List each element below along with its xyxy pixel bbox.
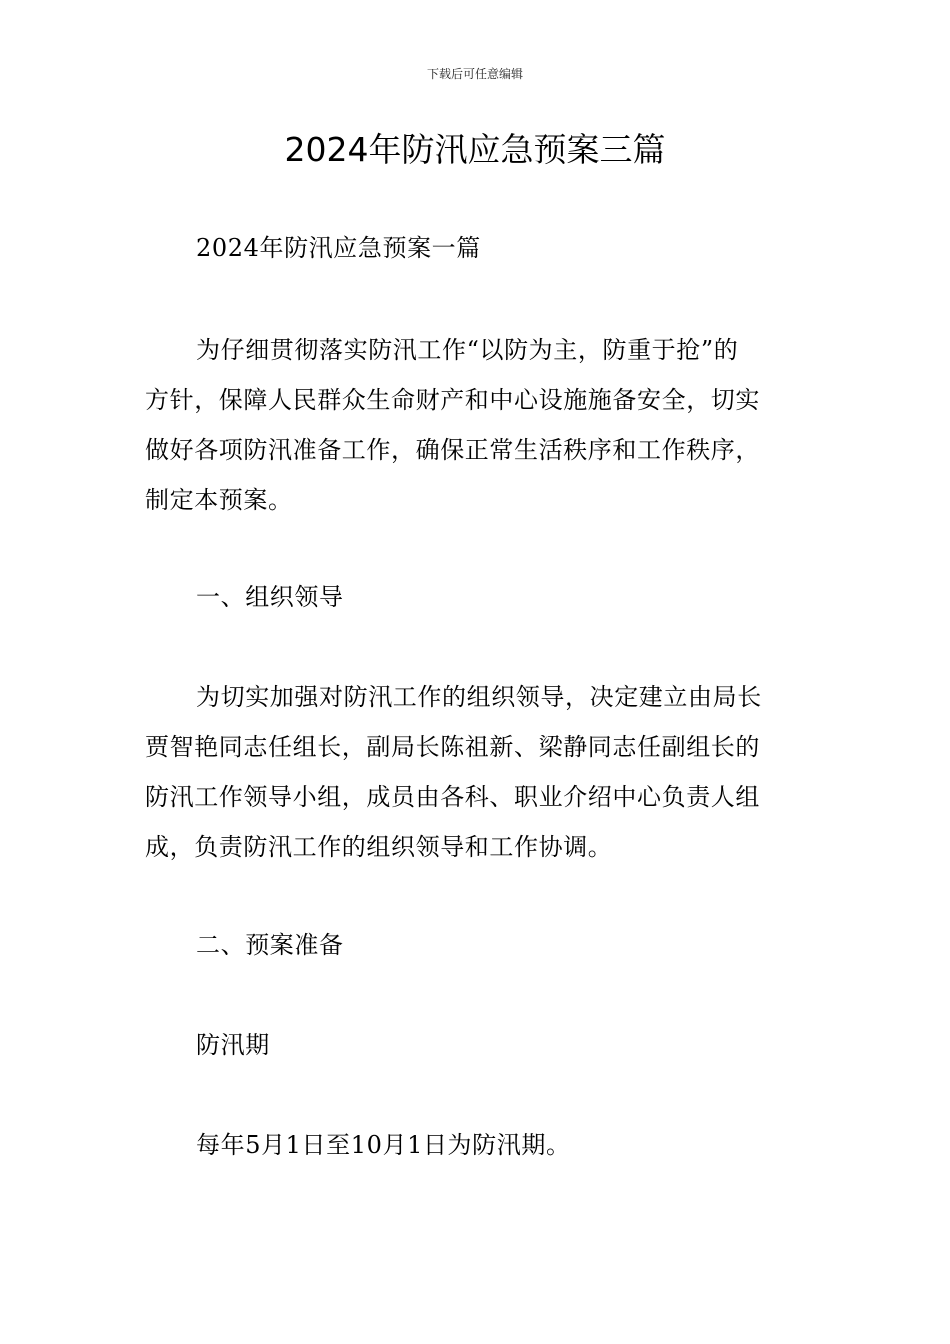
intro-line: 做好各项防汛准备工作，确保正常生活秩序和工作秩序，: [145, 436, 760, 464]
header-note: 下载后可任意编辑: [426, 67, 523, 81]
subtitle: 2024年防汛应急预案一篇: [196, 234, 481, 262]
flood-period-label: 防汛期: [196, 1031, 270, 1059]
flood-period-text: 每年5月1日至10月1日为防汛期。: [196, 1131, 571, 1159]
organization-line: 防汛工作领导小组，成员由各科、职业介绍中心负责人组: [145, 783, 760, 811]
organization-paragraph: [145, 672, 807, 872]
organization-line: 贾智艳同志任组长，副局长陈祖新、梁静同志任副组长的: [145, 733, 760, 761]
intro-line: 制定本预案。: [145, 486, 293, 514]
organization-line: 成，负责防汛工作的组织领导和工作协调。: [145, 833, 613, 861]
section-heading-organization: 一、组织领导: [196, 583, 344, 611]
intro-line: 方针，保障人民群众生命财产和中心设施施备安全，切实: [145, 386, 760, 414]
organization-line: 为切实加强对防汛工作的组织领导，决定建立由局长: [196, 683, 762, 711]
intro-line: 为仔细贯彻落实防汛工作“以防为主，防重于抢”的: [196, 336, 739, 364]
section-heading-preparation: 二、预案准备: [196, 931, 344, 959]
document-title: 2024年防汛应急预案三篇: [284, 130, 666, 169]
intro-paragraph: [145, 325, 807, 525]
